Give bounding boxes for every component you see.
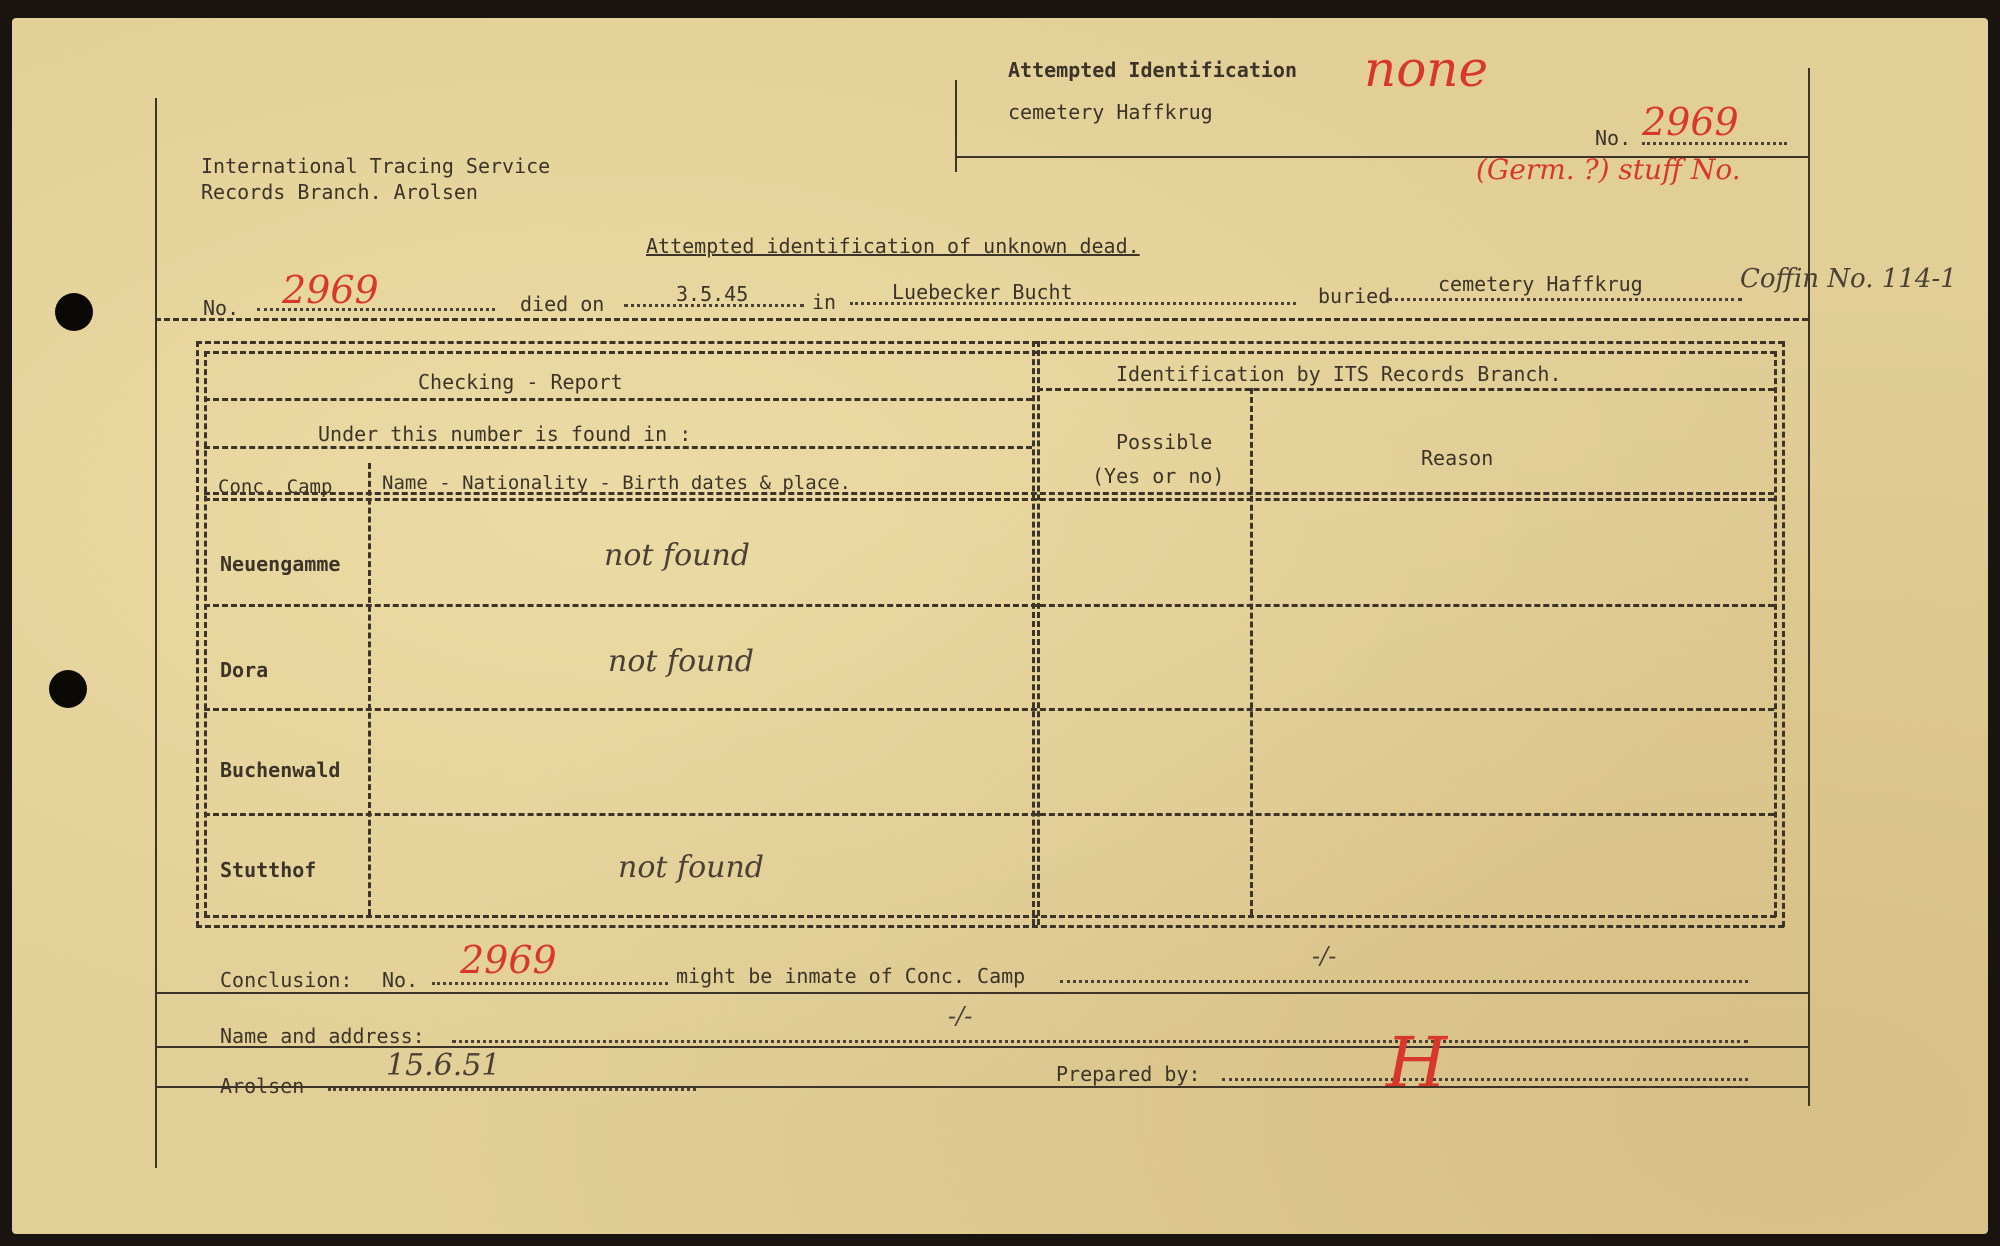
table-outer-top: [196, 341, 1784, 344]
row-camp-stutthof: Stutthof: [220, 858, 317, 882]
table-inner-left: [204, 351, 207, 917]
header-no-value: 2969: [1642, 100, 1739, 144]
in-label: in: [812, 290, 837, 314]
conclusion-mark: -/-: [1312, 942, 1337, 970]
identification-header: Identification by ITS Records Branch.: [1116, 362, 1562, 386]
table-split-main-2: [1037, 341, 1040, 925]
table-rule-row1: [204, 604, 1774, 607]
table-outer-left: [196, 341, 199, 927]
table-inner-top: [204, 351, 1776, 354]
buried-label: buried: [1318, 284, 1391, 308]
header-box-line1: Attempted Identification: [1008, 58, 1297, 82]
record-no-value: 2969: [282, 268, 379, 312]
right-margin-rule: [1808, 68, 1810, 1106]
table-outer-bottom: [196, 925, 1784, 928]
row-camp-neuengamme: Neuengamme: [220, 552, 341, 576]
row-result-dora: not found: [608, 644, 754, 679]
table-rule-colheads-2: [204, 498, 1774, 501]
row-camp-dora: Dora: [220, 658, 269, 682]
in-value: Luebecker Bucht: [892, 280, 1073, 304]
record-line-rule: [155, 318, 1808, 321]
name-address-dots: [452, 1040, 1748, 1043]
punch-hole-bottom: [49, 670, 87, 708]
name-address-mark: -/-: [948, 1002, 973, 1030]
table-inner-bottom: [204, 915, 1776, 918]
form-title: Attempted identification of unknown dead.: [646, 234, 1140, 258]
buried-value: cemetery Haffkrug: [1438, 272, 1643, 296]
footer-rule-3: [155, 1086, 1808, 1088]
left-margin-rule: [155, 98, 157, 1168]
stuff-note: (Germ. ?) stuff No.: [1476, 153, 1741, 186]
table-rule-row2: [204, 708, 1774, 711]
died-value: 3.5.45: [676, 282, 749, 306]
name-address-label: Name and address:: [220, 1024, 425, 1048]
org-line2: Records Branch. Arolsen: [201, 180, 478, 204]
checking-report-header: Checking - Report: [418, 370, 623, 394]
prepared-by-mark: H: [1386, 1022, 1448, 1104]
row-result-stutthof: not found: [618, 850, 764, 885]
header-box-left: [955, 80, 957, 172]
conclusion-no-label: No.: [382, 968, 419, 992]
table-rule-row3: [204, 813, 1774, 816]
record-no-label: No.: [203, 296, 240, 320]
coffin-note: Coffin No. 114-1: [1740, 264, 1957, 294]
table-split-camp: [368, 463, 371, 915]
conclusion-text: might be inmate of Conc. Camp: [676, 964, 1026, 988]
col-name-header: Name - Nationality - Birth dates & place.: [382, 472, 851, 494]
org-line1: International Tracing Service: [201, 154, 551, 178]
row-result-neuengamme: not found: [604, 538, 750, 573]
place-label: Arolsen: [220, 1074, 305, 1098]
table-rule-right-header: [1037, 388, 1774, 391]
row-camp-buchenwald: Buchenwald: [220, 758, 341, 782]
header-no-label: No.: [1595, 126, 1632, 150]
died-label: died on: [520, 292, 605, 316]
handwritten-none: none: [1364, 40, 1489, 98]
conclusion-label: Conclusion:: [220, 968, 353, 992]
footer-rule-1: [155, 992, 1808, 994]
col-possible-sub: (Yes or no): [1092, 464, 1225, 488]
header-box-line2: cemetery Haffkrug: [1008, 100, 1213, 124]
table-outer-right: [1782, 341, 1785, 927]
table-split-reason: [1250, 388, 1253, 915]
date-dots: [328, 1088, 696, 1091]
punch-hole-top: [55, 293, 93, 331]
col-possible-header: Possible: [1116, 430, 1213, 454]
date-value: 15.6.51: [386, 1048, 501, 1083]
col-reason-header: Reason: [1421, 446, 1494, 470]
record-card: [12, 18, 1988, 1234]
table-inner-right: [1774, 351, 1777, 917]
conclusion-dots: [1060, 980, 1748, 983]
table-split-main: [1032, 341, 1035, 925]
prepared-by-label: Prepared by:: [1056, 1062, 1201, 1086]
table-rule-found-in: [204, 446, 1032, 449]
conclusion-no-value: 2969: [460, 938, 557, 982]
col-camp-header: Conc. Camp: [218, 476, 333, 498]
conclusion-no-dots: [432, 982, 668, 985]
table-rule-left-header: [204, 398, 1032, 401]
found-in-label: Under this number is found in :: [318, 422, 692, 446]
buried-dots: [1388, 298, 1742, 301]
prepared-by-dots: [1222, 1078, 1748, 1081]
